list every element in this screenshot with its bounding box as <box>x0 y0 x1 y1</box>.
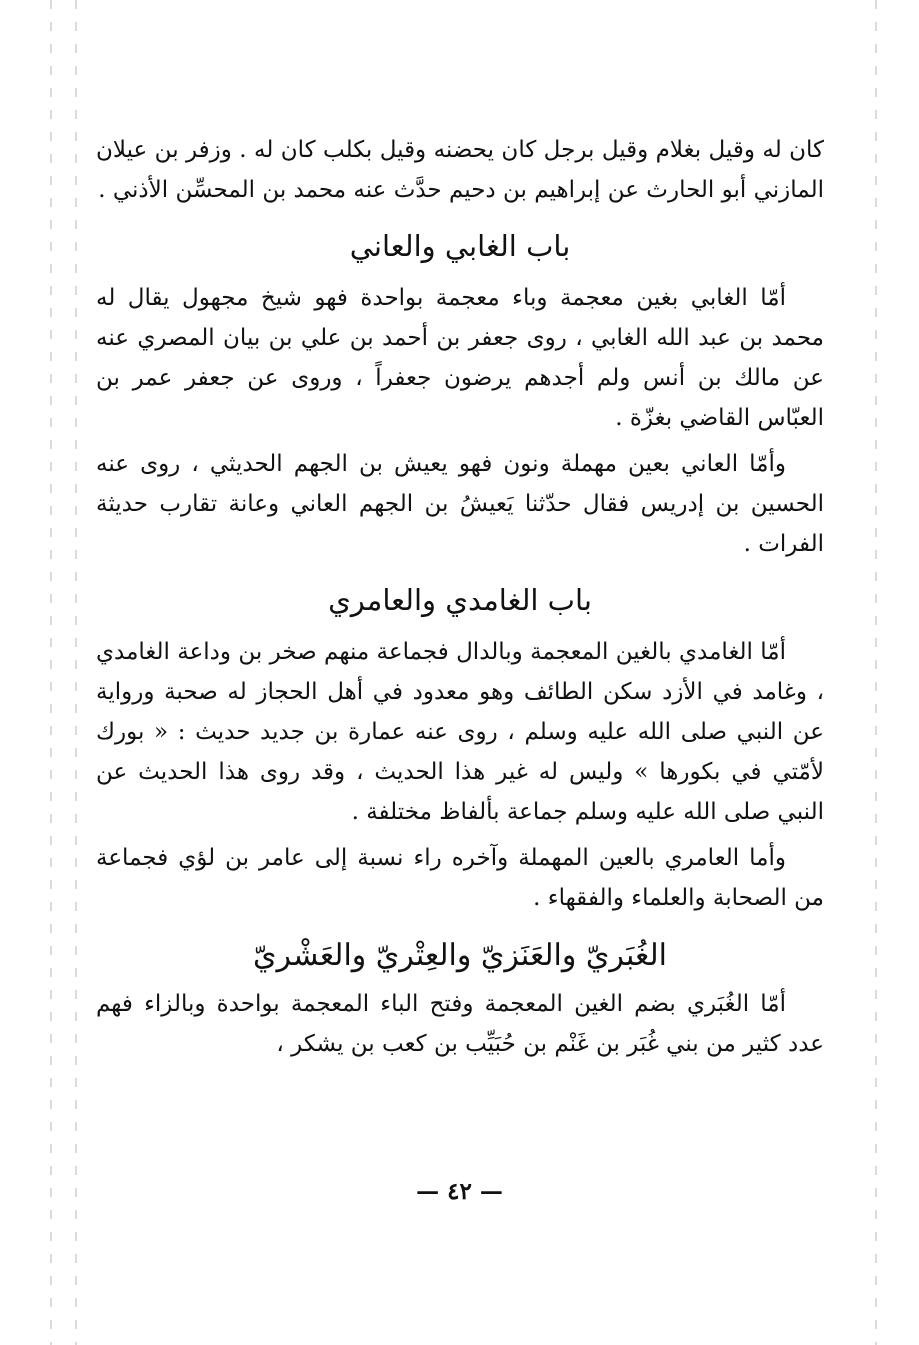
scan-edge-left <box>50 0 52 1345</box>
paragraph-ghabi: أمّا الغابي بغين معجمة وباء معجمة بواحدة فهو شيخ مجهول يقال له محمد بن عبد الله الغابي ، روى جعفر بن أحمد بن علي بن بيان المصري عنه عن مالك بن أنس ولم أجدهم يرضون جعفراً ، وروى عن جعفر عمر بن العبّاس القاضي بغزّة . <box>96 285 824 431</box>
page-number: — ٤٢ — <box>416 1178 503 1205</box>
paragraph-ghubari: أمّا الغُبَري بضم الغين المعجمة وفتح الباء المعجمة بواحدة وبالزاء فهم عدد كثير من بني غُبَر بن غَنْم بن حُبَيِّب بن كعب بن يشكر ، <box>96 991 824 1057</box>
scan-edge-right <box>875 0 877 1345</box>
book-page <box>96 130 824 1064</box>
section-heading-ghabi-ani: باب الغابي والعاني <box>349 229 571 263</box>
scan-edge-left-inner <box>75 0 77 1345</box>
opening-paragraph: كان له وقيل بغلام وقيل برجل كان يحضنه وقيل بكلب كان له . وزفر بن عيلان المازني أبو الحارث عن إبراهيم بن دحيم حدَّث عنه محمد بن المحسِّن الأذني . <box>96 137 824 203</box>
paragraph-ani: وأمّا العاني بعين مهملة ونون فهو يعيش بن الجهم الحديثي ، روى عنه الحسين بن إدريس فقال حدّثنا يَعيشُ بن الجهم العاني وعانة تقارب حديثة الفرات . <box>96 451 824 557</box>
paragraph-ghamidi: أمّا الغامدي بالغين المعجمة وبالدال فجماعة منهم صخر بن وداعة الغامدي ، وغامد في الأزد سكن الطائف وهو معدود في أهل الحجاز له صحبة ورواية عن النبي صلى الله عليه وسلم ، روى عنه عمارة بن جديد حديث : « بورك لأمّتي في بكورها » وليس له غير هذا الحديث ، وقد روى هذا الحديث عن النبي صلى الله عليه وسلم جماعة بألفاظ مختلفة . <box>96 639 824 825</box>
section-heading-ghubari: الغُبَريّ والعَنَزيّ والعِتْريّ والعَشْريّ <box>253 938 667 973</box>
paragraph-amiri: وأما العامري بالعين المهملة وآخره راء نسبة إلى عامر بن لؤي فجماعة من الصحابة والعلماء والفقهاء . <box>96 845 824 911</box>
section-heading-ghamidi-amiri: باب الغامدي والعامري <box>328 583 592 617</box>
